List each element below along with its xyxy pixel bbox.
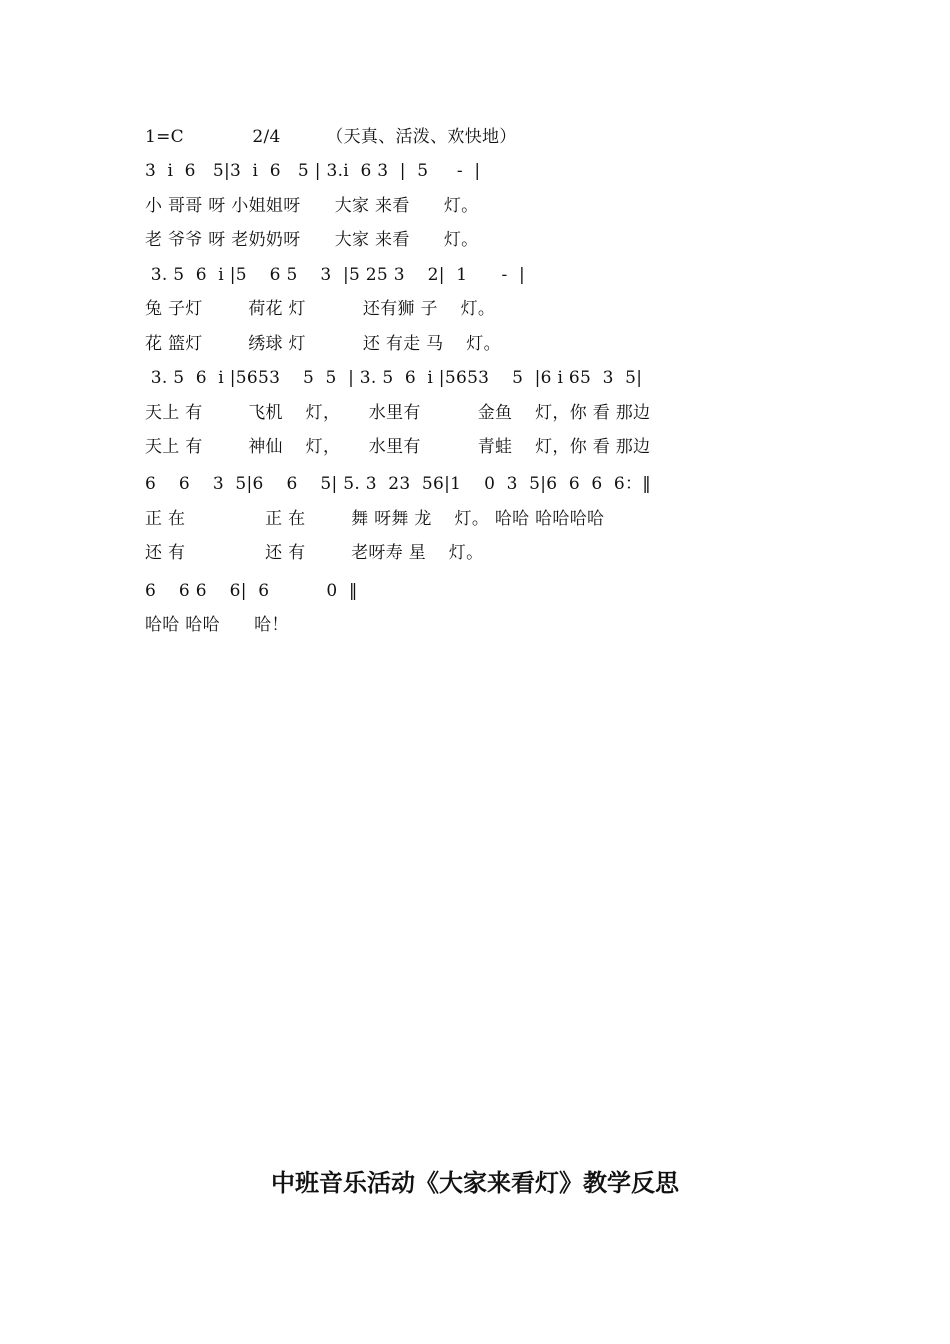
lyrics-line-4a: 正 在 正 在 舞 呀舞 龙 灯。 哈哈 哈哈哈哈 <box>145 509 605 529</box>
lyrics-line-5: 哈哈 哈哈 哈！ <box>145 615 289 635</box>
lyrics-line-1a: 小 哥哥 呀 小姐姐呀 大家 来看 灯。 <box>145 196 479 216</box>
notation-line-3: 3. 5 6 i |5653 5 5 | 3. 5 6 i |5653 5 |6 i 65 3 5| <box>145 368 643 388</box>
score-header: 1=C 2/4 （天真、活泼、欢快地） <box>145 127 517 147</box>
lyrics-line-2b: 花 篮灯 绣球 灯 还 有走 马 灯。 <box>145 334 501 354</box>
lyrics-line-3a: 天上 有 飞机 灯， 水里有 金鱼 灯，你 看 那边 <box>145 403 651 423</box>
lyrics-line-1b: 老 爷爷 呀 老奶奶呀 大家 来看 灯。 <box>145 230 479 250</box>
notation-line-5: 6 6 6 6| 6 0 ‖ <box>145 581 358 601</box>
notation-line-2: 3. 5 6 i |5 6 5 3 |5 25 3 2| 1 - | <box>145 265 526 285</box>
lyrics-line-3b: 天上 有 神仙 灯， 水里有 青蛙 灯，你 看 那边 <box>145 437 651 457</box>
section-title: 中班音乐活动《大家来看灯》教学反思 <box>271 1169 679 1197</box>
lyrics-line-2a: 兔 子灯 荷花 灯 还有狮 子 灯。 <box>145 299 496 319</box>
notation-line-4: 6 6 3 5|6 6 5| 5. 3 23 56|1 0 3 5|6 6 6 6：‖ <box>145 474 652 494</box>
notation-line-1: 3 i 6 5|3 i 6 5 | 3.i 6 3 | 5 - | <box>145 161 481 181</box>
lyrics-line-4b: 还 有 还 有 老呀寿 星 灯。 <box>145 543 484 563</box>
